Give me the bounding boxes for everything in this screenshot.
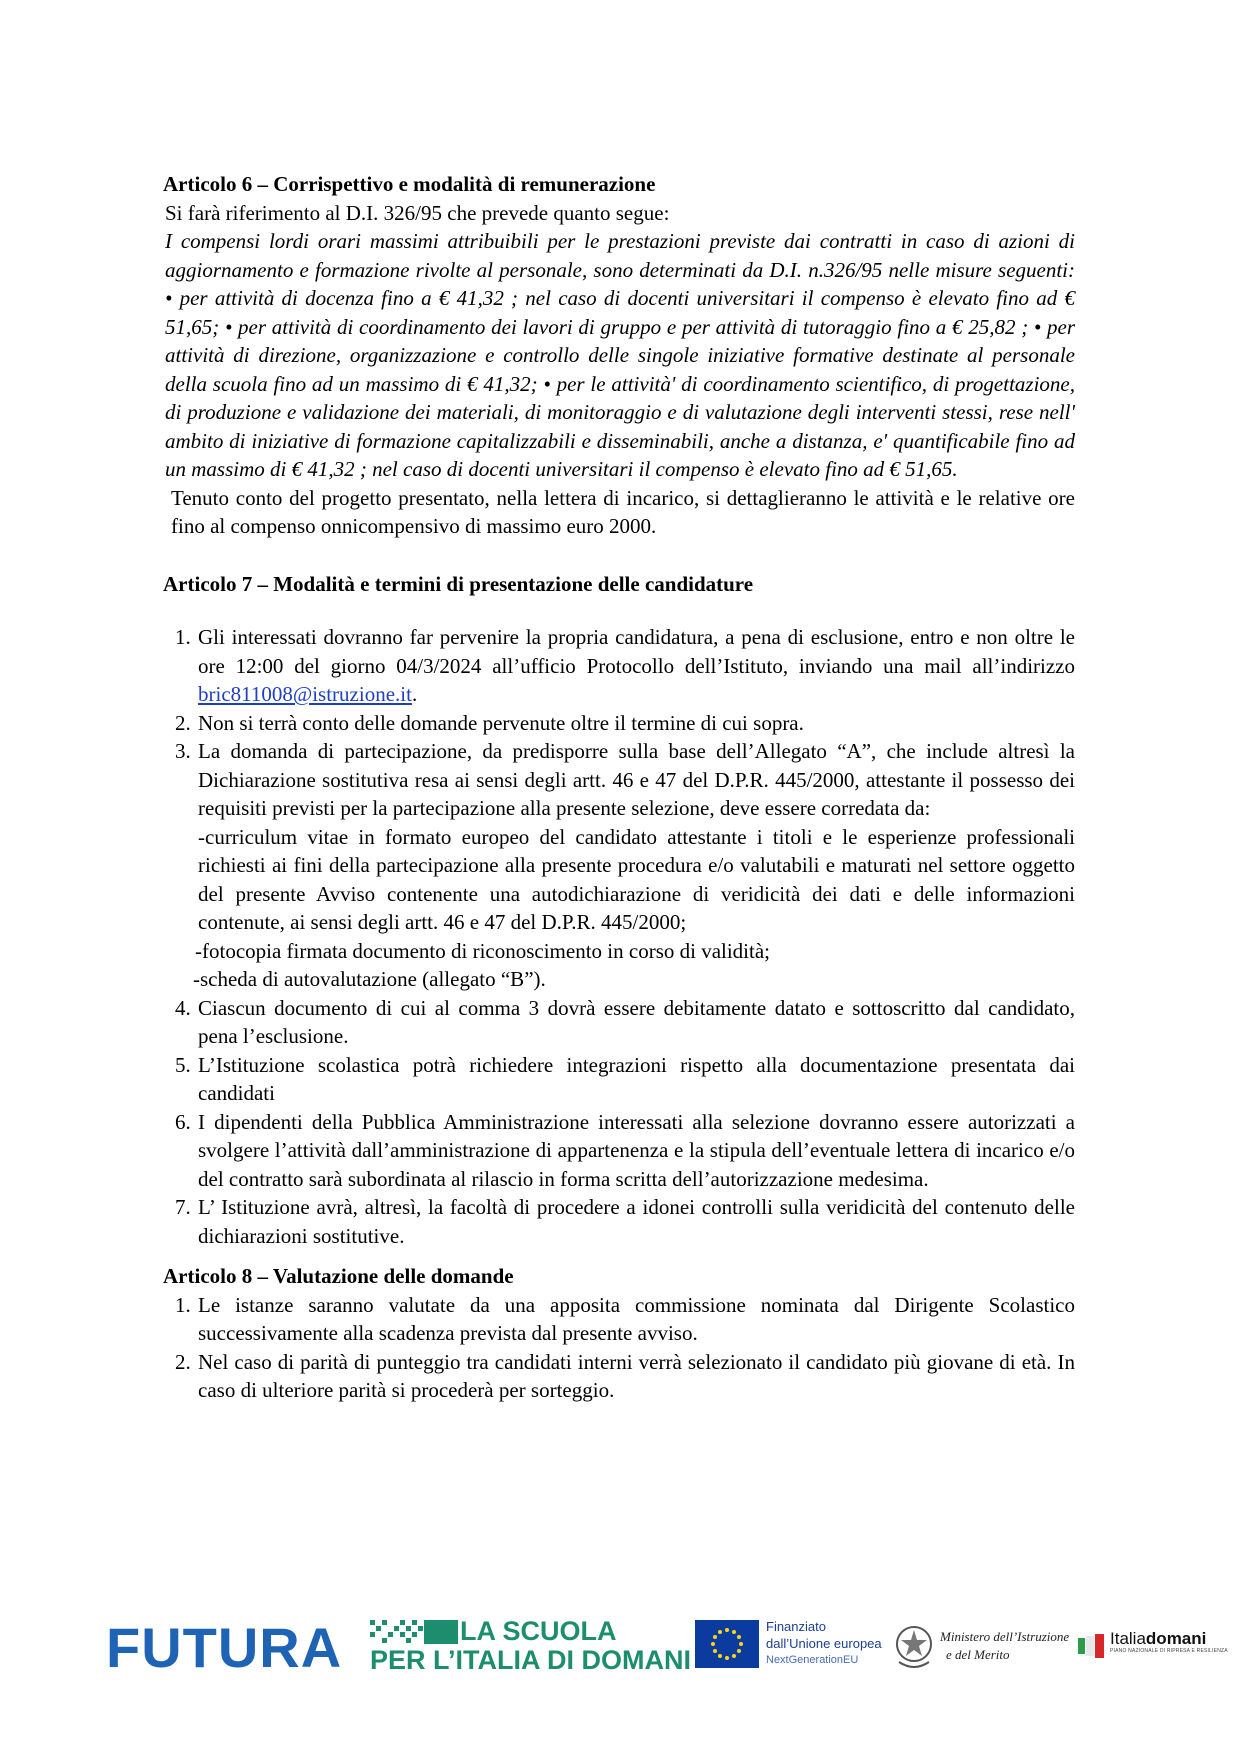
art7-item-5: 5. L’Istituzione scolastica potrà richiedere integrazioni rispetto alla documentazione presentata dai candidati	[196, 1051, 1075, 1108]
italian-republic-emblem-icon	[893, 1618, 935, 1674]
ministero-text	[940, 1628, 1069, 1664]
art8-item-1: 1. Le istanze saranno valutate da una apposita commissione nominata dal Dirigente Scolastico successivamente alla scadenza prevista dal presente avviso.	[196, 1291, 1075, 1348]
scuola-line-2: PER L’ITALIA DI DOMANI	[370, 1645, 691, 1675]
futura-logo: FUTURA	[106, 1616, 343, 1679]
art6-heading: Articolo 6 – Corrispettivo e modalità di remunerazione	[163, 172, 656, 196]
art7-item-1-text: Gli interessati dovranno far pervenire la propria candidatura, a pena di esclusione, entro e non oltre le ore 12:00 del giorno 04/3/2024 all’ufficio Protocollo dell’Istituto, inviando una mail all’indirizzo	[198, 625, 1075, 678]
art7-item-7: 7. L’ Istituzione avrà, altresì, la facoltà di procedere a idonei controlli sulla veridicità del contenuto delle dichiarazioni sostitutive.	[196, 1193, 1075, 1250]
art7-item-3-sub-2: -fotocopia firmata documento di riconoscimento in corso di validità;	[195, 938, 771, 963]
art7-list	[163, 623, 1075, 1250]
email-link[interactable]: bric811008@istruzione.it	[198, 682, 412, 706]
art8-heading: Articolo 8 – Valutazione delle domande	[163, 1264, 514, 1288]
art8-item-2: 2. Nel caso di parità di punteggio tra candidati interni verrà selezionato il candidato più giovane di età. In caso di ulteriore parità si procederà per sorteggio.	[196, 1348, 1075, 1405]
art6-quote: I compensi lordi orari massimi attribuibili per le prestazioni previste dai contratti in caso di azioni di aggiornamento e formazione rivolte al personale, sono determinati da D.I. n.326/95 nelle misure seguenti: • per attività di docenza fino a € 41,32 ; nel caso di docenti universitari il compenso è elevato fino ad € 51,65; • per attività di coordinamento dei lavori di gruppo e per attività di tutoraggio fino a € 25,82 ; • per attività di direzione, organizzazione e controllo delle singole iniziative formative destinate al personale della scuola fino ad un massimo di € 41,32; • per le attività' di coordinamento scientifico, di progettazione, di produzione e validazione dei materiali, di monitoraggio e di valutazione degli interventi stessi, rese nell' ambito di iniziative di formazione capitalizzabili e disseminabili, anche a distanza, e' quantificabile fino ad un massimo di € 41,32 ; nel caso di docenti universitari il compenso è elevato fino ad € 51,65.	[165, 229, 1075, 481]
art6-intro: Si farà riferimento al D.I. 326/95 che prevede quanto segue:	[165, 200, 670, 225]
art7-item-3-sub-1: -curriculum vitae in formato europeo del candidato attestante i titoli e le esperienze professionali richiesti ai fini della partecipazione alla presente procedura e/o valutabili e maturati nel settore oggetto del presente Avviso contenente una autodichiarazione di veridicità dei dati e delle informazioni contenute, ai sensi degli artt. 46 e 47 del D.P.R. 445/2000;	[198, 824, 1075, 934]
art7-item-3-main: 3. La domanda di partecipazione, da predisporre sulla base dell’Allegato “A”, che include altresì la Dichiarazione sostitutiva resa ai sensi degli artt. 46 e 47 del D.P.R. 445/2000, attestante il possesso dei requisiti previsti per la partecipazione alla presente selezione, deve essere corredata da:	[198, 739, 1075, 820]
art8-list	[163, 1291, 1075, 1405]
art7-item-4: 4. Ciascun documento di cui al comma 3 dovrà essere debitamente datato e sottoscritto dal candidato, pena l’esclusione.	[196, 994, 1075, 1051]
document-page	[163, 170, 1075, 1405]
art6-closing: Tenuto conto del progetto presentato, nella lettera di incarico, si dettaglieranno le attività e le relative ore fino al compenso onnicompensivo di massimo euro 2000.	[171, 485, 1075, 538]
art7-heading: Articolo 7 – Modalità e termini di presentazione delle candidature	[163, 571, 754, 596]
art7-item-1-end: .	[411, 682, 418, 706]
eu-funding-text	[766, 1618, 882, 1669]
domani-word: domani	[1145, 1629, 1207, 1648]
art7-item-3	[193, 737, 1075, 994]
pixel-pattern-icon	[370, 1620, 458, 1644]
italy-flag-icon	[1078, 1634, 1104, 1658]
footer-logos	[0, 1606, 1241, 1696]
italiadomani-tagline: PIANO NAZIONALE DI RIPRESA E RESILIENZA	[1110, 1648, 1228, 1654]
art7-item-6: 6. I dipendenti della Pubblica Amministrazione interessati alla selezione dovranno essere autorizzati a svolgere l’attività dall’amministrazione di appartenenza e la stipula dell’eventuale lettera di incarico e/o del contratto sarà subordinata al rilascio in forma scritta dell’autorizzazione medesima.	[196, 1108, 1075, 1194]
eu-line-1: Finanziato	[766, 1619, 826, 1634]
eu-line-3: NextGenerationEU	[766, 1654, 859, 1666]
art7-item-1	[196, 623, 1075, 709]
eu-flag-icon	[695, 1620, 759, 1668]
art7-item-3-sub-3: -scheda di autovalutazione (allegato “B”).	[193, 967, 546, 991]
italiadomani-logo	[1110, 1630, 1228, 1655]
italia-word: Italia	[1110, 1629, 1146, 1648]
ministero-line-2: e del Merito	[946, 1647, 1010, 1662]
eu-line-2: dall’Unione europea	[766, 1636, 882, 1651]
ministero-line-1: Ministero dell’Istruzione	[940, 1629, 1070, 1644]
art7-item-2: 2. Non si terrà conto delle domande pervenute oltre il termine di cui sopra.	[196, 709, 1075, 738]
scuola-line-1: LA SCUOLA	[460, 1616, 617, 1646]
